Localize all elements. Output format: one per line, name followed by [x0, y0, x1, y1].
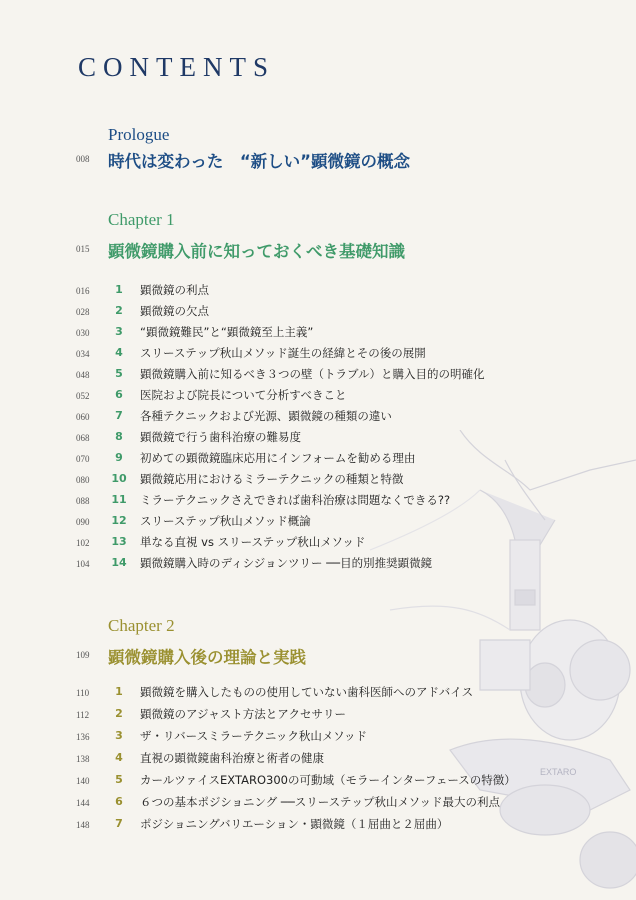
toc-item[interactable] [0, 816, 636, 836]
chapter2-entry[interactable] [0, 644, 636, 668]
item-page-number: 144 [76, 798, 90, 808]
item-number: 5 [115, 367, 123, 380]
toc-item[interactable] [0, 429, 636, 449]
toc-item[interactable] [0, 387, 636, 407]
item-title: スリーステップ秋山メソッド誕生の経緯とその後の展開 [140, 346, 426, 360]
toc-item[interactable] [0, 345, 636, 365]
item-title: 直視の顕微鏡歯科治療と術者の健康 [140, 751, 324, 765]
item-title: スリーステップ秋山メソッド概論 [140, 514, 311, 528]
toc-item[interactable] [0, 366, 636, 386]
item-title: 医院および院長について分析すべきこと [140, 388, 347, 402]
item-title: 顕微鏡応用におけるミラーテクニックの種類と特徴 [140, 472, 404, 486]
item-page-number: 048 [76, 370, 90, 380]
toc-item[interactable] [0, 728, 636, 748]
item-title: カールツァイスEXTARO300の可動域（モラーインターフェースの特徴） [140, 773, 516, 787]
toc-item[interactable] [0, 471, 636, 491]
toc-item[interactable] [0, 492, 636, 512]
item-page-number: 068 [76, 433, 90, 443]
item-page-number: 148 [76, 820, 90, 830]
item-page-number: 104 [76, 559, 90, 569]
item-number: 10 [111, 472, 127, 485]
watermark-label: EXTARO [540, 767, 577, 777]
prologue-title: 時代は変わった “新しい”顕微鏡の概念 [108, 152, 411, 171]
item-page-number: 090 [76, 517, 90, 527]
toc-item[interactable] [0, 450, 636, 470]
toc-item[interactable] [0, 513, 636, 533]
item-number: 11 [111, 493, 127, 506]
toc-item[interactable] [0, 684, 636, 704]
item-page-number: 060 [76, 412, 90, 422]
item-title: 単なる直視 vs スリーステップ秋山メソッド [140, 535, 366, 549]
item-title: ６つの基本ポジショニング ──スリーステップ秋山メソッド最大の利点 [140, 795, 501, 809]
item-number: 1 [115, 685, 123, 698]
item-number: 8 [115, 430, 123, 443]
item-title: 顕微鏡を購入したものの使用していない歯科医師へのアドバイス [140, 685, 474, 699]
item-number: 3 [115, 325, 123, 338]
item-title: 各種テクニックおよび光源、顕微鏡の種類の違い [140, 409, 392, 423]
item-number: 1 [115, 283, 123, 296]
item-title: 顕微鏡購入前に知るべき３つの壁（トラブル）と購入目的の明確化 [140, 367, 485, 381]
item-page-number: 080 [76, 475, 90, 485]
chapter1-page-number: 015 [76, 244, 90, 254]
item-page-number: 112 [76, 710, 90, 720]
toc-item[interactable] [0, 324, 636, 344]
toc-item[interactable] [0, 750, 636, 770]
item-number: 14 [111, 556, 127, 569]
item-page-number: 110 [76, 688, 90, 698]
toc-item[interactable] [0, 772, 636, 792]
item-number: 9 [115, 451, 123, 464]
chapter2-title: 顕微鏡購入後の理論と実践 [108, 648, 306, 667]
item-title: 顕微鏡の欠点 [140, 304, 209, 318]
toc-item[interactable] [0, 794, 636, 814]
item-number: 13 [111, 535, 127, 548]
item-title: 初めての顕微鏡臨床応用にインフォームを勧める理由 [140, 451, 416, 465]
item-number: 4 [115, 751, 123, 764]
toc-item[interactable] [0, 282, 636, 302]
item-title: ポジショニングバリエーション・顕微鏡（１屈曲と２屈曲） [140, 817, 449, 831]
item-title: 顕微鏡購入時のディシジョンツリー ──目的別推奨顕微鏡 [140, 556, 433, 570]
item-title: 顕微鏡のアジャスト方法とアクセサリー [140, 707, 346, 721]
item-number: 5 [115, 773, 123, 786]
item-number: 6 [115, 795, 123, 808]
item-page-number: 088 [76, 496, 90, 506]
prologue-page-number: 008 [76, 154, 90, 164]
toc-item[interactable] [0, 534, 636, 554]
item-number: 6 [115, 388, 123, 401]
item-title: ミラーテクニックさえできれば歯科治療は問題なくできる?? [140, 493, 451, 507]
chapter1-title: 顕微鏡購入前に知っておくべき基礎知識 [108, 242, 405, 261]
item-page-number: 052 [76, 391, 90, 401]
page-title: CONTENTS [78, 52, 275, 82]
chapter1-entry[interactable] [0, 238, 636, 262]
prologue-label: Prologue [108, 125, 170, 144]
item-page-number: 016 [76, 286, 90, 296]
item-number: 2 [115, 304, 123, 317]
item-page-number: 140 [76, 776, 90, 786]
toc-item[interactable] [0, 555, 636, 575]
item-title: “顕微鏡難民”と“顕微鏡至上主義” [140, 325, 314, 339]
item-page-number: 138 [76, 754, 90, 764]
item-number: 3 [115, 729, 123, 742]
item-number: 2 [115, 707, 123, 720]
item-title: ザ・リバースミラーテクニック秋山メソッド [140, 729, 368, 743]
item-number: 7 [115, 409, 123, 422]
item-title: 顕微鏡で行う歯科治療の難易度 [140, 430, 301, 444]
item-number: 12 [111, 514, 127, 527]
item-number: 4 [115, 346, 123, 359]
item-title: 顕微鏡の利点 [140, 283, 209, 297]
item-page-number: 070 [76, 454, 90, 464]
item-page-number: 136 [76, 732, 90, 742]
item-page-number: 030 [76, 328, 90, 338]
toc-item[interactable] [0, 303, 636, 323]
item-page-number: 028 [76, 307, 90, 317]
chapter1-label: Chapter 1 [108, 210, 175, 229]
prologue-entry[interactable] [0, 148, 636, 172]
item-page-number: 034 [76, 349, 90, 359]
chapter2-page-number: 109 [76, 650, 90, 660]
item-number: 7 [115, 817, 123, 830]
toc-item[interactable] [0, 408, 636, 428]
item-page-number: 102 [76, 538, 90, 548]
chapter2-label: Chapter 2 [108, 616, 175, 635]
toc-item[interactable] [0, 706, 636, 726]
